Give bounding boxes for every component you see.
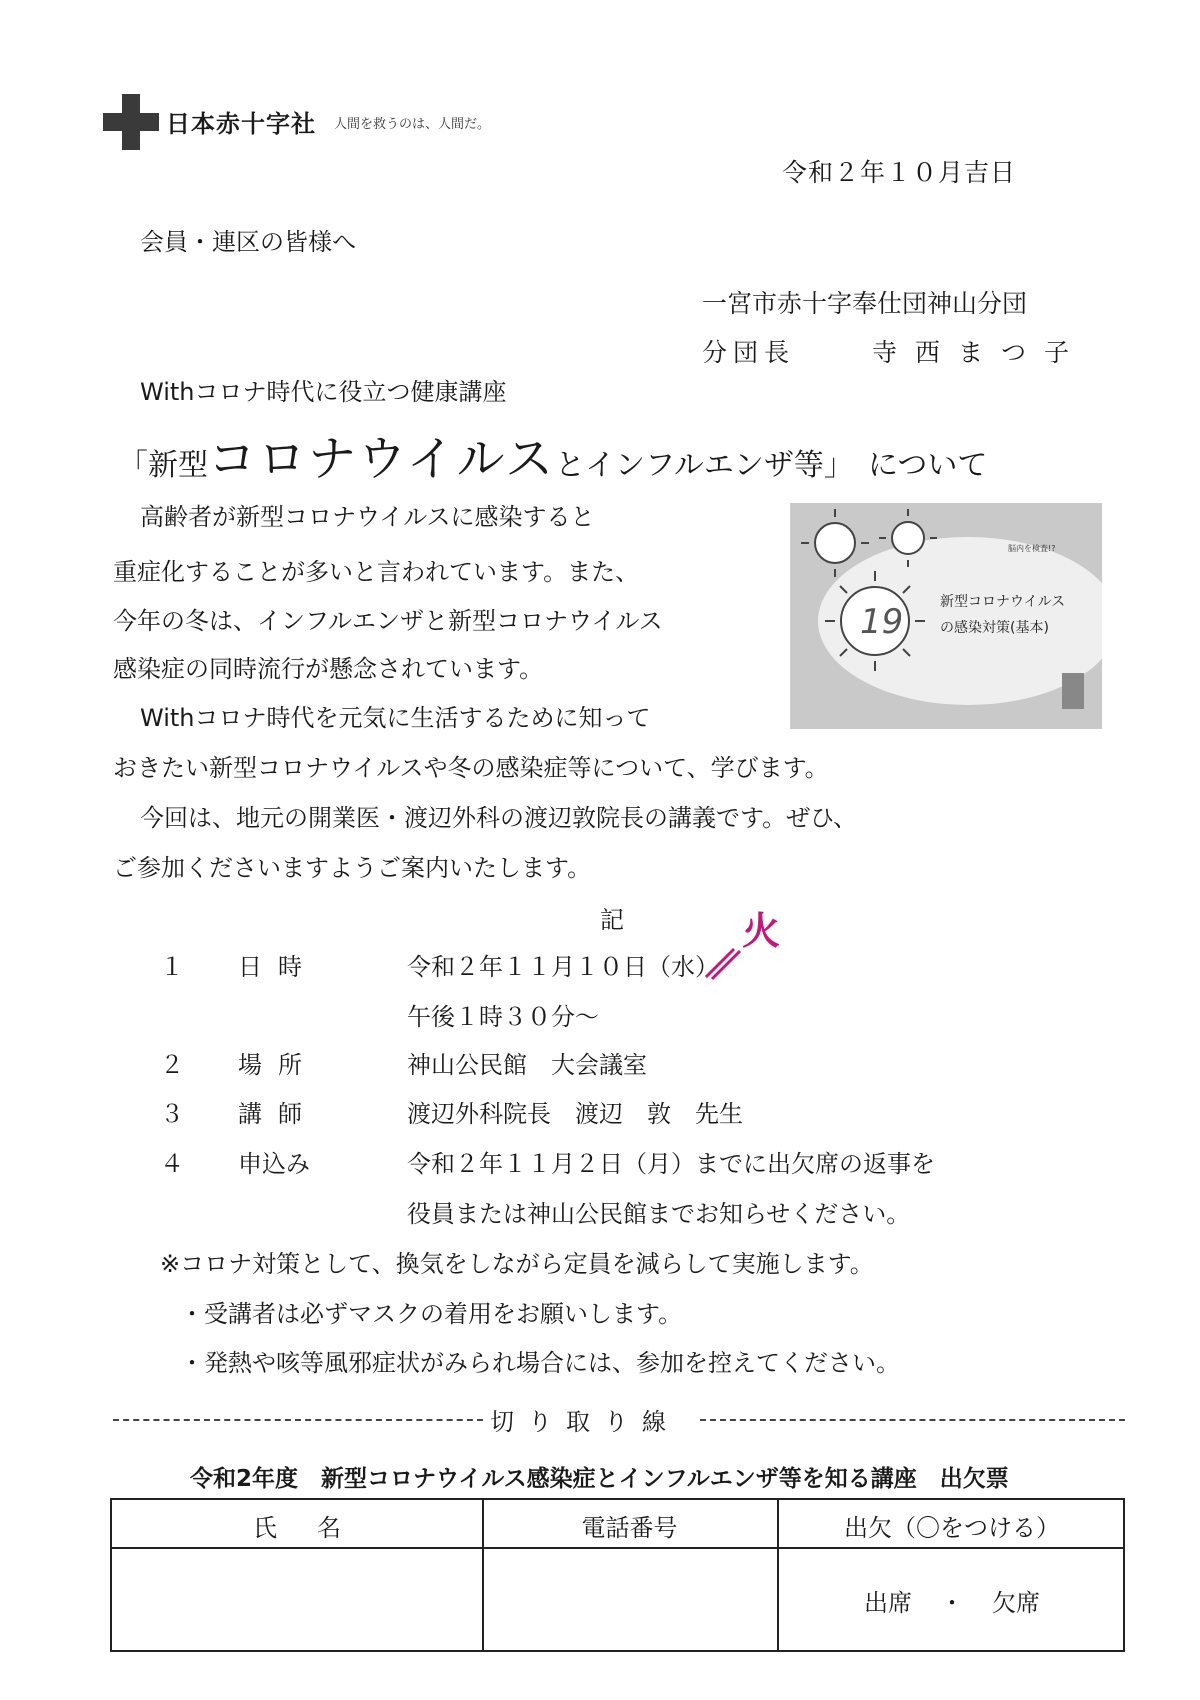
header-name: 氏名 [253,1514,381,1542]
title-open: 「新型 [118,448,208,483]
item-value: 令和２年１１月１０日（水） [407,953,719,981]
item-label: 日時 [238,953,318,981]
body-line: ご参加くださいますようご案内いたします。 [113,854,592,882]
item-label: 場所 [238,1051,318,1079]
illustration-caption: 新型コロナウイルス [940,594,1066,610]
issue-date: 令和２年１０月吉日 [782,158,1017,187]
header-attendance: 出欠（〇をつける） [844,1514,1060,1542]
cut-line-right [700,1419,1125,1421]
item-number: ３ [160,1100,184,1128]
body-line: おきたい新型コロナウイルスや冬の感染症等について、学びます。 [113,754,829,782]
title-tail: について [867,448,988,483]
illustration-small-text: 脳内を検査!? [1008,544,1056,553]
ki-heading: 記 [600,906,624,934]
item-number: ４ [160,1150,184,1178]
handwritten-correction: 火 [742,909,781,953]
absent-option[interactable]: 欠席 [992,1589,1040,1617]
body-line: 感染症の同時流行が懸念されています。 [113,655,544,683]
item-label: 講師 [238,1100,318,1128]
item-label: 申込み [238,1150,310,1178]
addressee: 会員・連区の皆様へ [140,228,356,256]
body-line: Withコロナ時代を元気に生活するために知って [140,704,651,732]
body-line: 今回は、地元の開業医・渡辺外科の渡辺敦院長の講義です。ぜひ、 [140,804,858,832]
item-number: ２ [160,1051,184,1079]
body-line: 今年の冬は、インフルエンザと新型コロナウイルス [113,607,663,635]
option-separator: ・ [940,1589,964,1617]
item-value: 神山公民館 大会議室 [407,1051,647,1079]
note-line: ・受講者は必ずマスクの着用をお願いします。 [180,1300,683,1328]
title-emphasis: コロナウイルス [208,431,556,487]
lecture-title [118,420,987,489]
name-field[interactable] [112,1549,482,1652]
note-line: ・発熱や咳等風邪症状がみられ場合には、参加を控えてください。 [180,1349,900,1377]
illustration-caption: の感染対策(基本) [940,620,1049,636]
coronavirus-icon [790,503,1102,729]
cut-line-label: 切り取り線 [490,1408,680,1436]
sender-name: 寺西まつ子 [872,338,1088,367]
item-value: 渡辺外科院長 渡辺 敦 先生 [407,1100,743,1128]
org-tagline: 人間を救うのは、人間だ。 [334,117,491,132]
sender-org: 一宮市赤十字奉仕団神山分団 [702,289,1028,318]
org-name: 日本赤十字社 [166,110,316,138]
note-line: ※コロナ対策として、換気をしながら定員を減らして実施します。 [160,1250,874,1278]
body-line: 高齢者が新型コロナウイルスに感染すると [140,503,595,531]
header-phone: 電話番号 [581,1514,678,1542]
attendance-cell [779,1549,1125,1652]
svg-text:19: 19 [860,602,904,642]
lecture-subtitle: Withコロナ時代に役立つ健康講座 [140,378,507,406]
item-value: 午後１時３０分～ [407,1003,599,1031]
phone-field[interactable] [484,1549,777,1652]
coronavirus-illustration [790,503,1102,729]
sender-role: 分団長 [702,338,796,367]
item-number: １ [160,953,184,981]
title-rest: とインフルエンザ等」 [555,448,854,483]
reply-form-table [110,1498,1125,1652]
item-value: 役員または神山公民館までお知らせください。 [407,1200,911,1228]
item-value: 令和２年１１月２日（月）までに出欠席の返事を [407,1150,935,1178]
reply-form-title: 令和2年度 新型コロナウイルス感染症とインフルエンザ等を知る講座 出欠票 [190,1466,1009,1492]
red-cross-logo-icon [103,94,159,150]
cut-line-left [113,1419,483,1421]
body-line: 重症化することが多いと言われています。また、 [113,558,640,586]
attend-option[interactable]: 出席 [864,1589,912,1617]
